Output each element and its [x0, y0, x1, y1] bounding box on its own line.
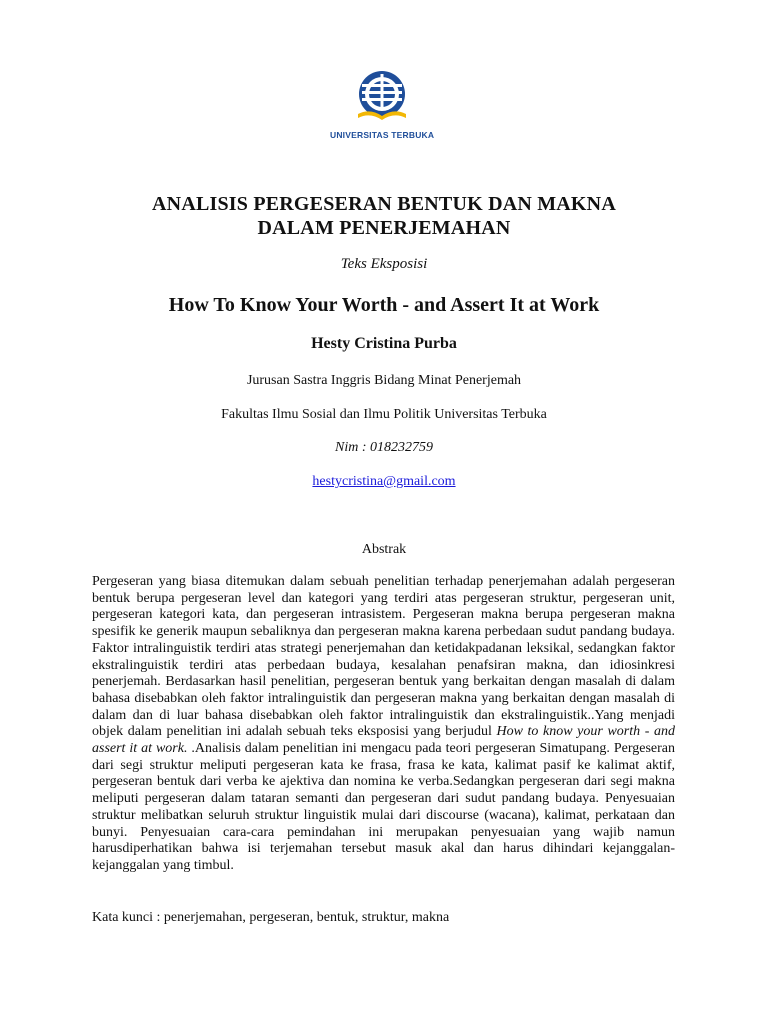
keywords: Kata kunci : penerjemahan, pergeseran, bentuk, struktur, makna	[92, 910, 450, 925]
logo-text: UNIVERSITAS TERBUKA	[330, 130, 435, 140]
student-id: Nim : 018232759	[335, 440, 433, 455]
faculty: Fakultas Ilmu Sosial dan Ilmu Politik Universitas Terbuka	[221, 407, 547, 422]
title-line-2: DALAM PENERJEMAHAN	[257, 217, 511, 239]
source-text-title: How To Know Your Worth - and Assert It at Work	[168, 294, 600, 316]
abstract-heading: Abstrak	[361, 542, 407, 557]
title-line-1: ANALISIS PERGESERAN BENTUK DAN MAKNA	[152, 193, 616, 215]
abstract-italic-title: How to know your worth - and assert it at work.	[92, 724, 675, 757]
universitas-terbuka-logo-icon	[352, 68, 412, 128]
abstract-text-2: .Analisis dalam penelitian ini mengacu pada teori pergeseran Simatupang. Pergeseran dari segi struktur meliputi pergeseran kata ke frasa, frasa ke kata, kalimat pasif ke kalimat aktif, pergeseran bentuk dari verba ke ajektiva dan nomina ke verba.Sedangkan pergeseran dari segi makna meliputi pergeseran dalam tataran semanti dan pergeseran dari sudut pandang budaya. Penyesuaian struktur melibatkan seluruh struktur linguistik mulai dari discourse (wacana), kalimat, perkataan dan bunyi. Penyesuaian cara-cara pemindahan ini merupakan penyesuaian yang wajib namun harusdiperhatikan bahwa isi terjemahan tersebut masuk akal dan harus dihindari kejanggalan-kejanggalan yang timbul.	[92, 741, 675, 873]
university-logo	[330, 68, 434, 138]
email-line	[60, 474, 708, 490]
abstract-text-1: Pergeseran yang biasa ditemukan dalam sebuah penelitian terhadap penerjemahan adalah pergeseran bentuk berupa pergeseran level dan kategori yang terdiri atas pergeseran struktur, pergeseran unit, pergeseran kategori kata, dan pergeseran intrasistem. Pergeseran makna berupa pergeseran makna spesifik ke generik maupun sebaliknya dan pergeseran makna karena perbedaan sudut pandang budaya. Faktor intralinguistik terdiri atas strategi penerjemahan dan ketidakpadanan leksikal, sedangkan faktor ekstralinguistik terdiri atas perbedaan budaya, kesalahan penafsiran makna, dan idiosinkresi penerjemah. Berdasarkan hasil penelitian, pergeseran bentuk yang berkaitan dengan masalah di dalam bahasa disebabkan oleh faktor intralinguistik dan pergeseran makna yang berkaitan dengan masalah di dalam dan di luar bahasa disebabkan oleh faktor intralinguistik dan ekstralinguistik..Yang menjadi objek dalam penelitian ini adalah sebuah teks eksposisi yang berjudul	[92, 574, 675, 740]
author-name: Hesty Cristina Purba	[311, 335, 457, 352]
genre-label: Teks Eksposisi	[340, 256, 428, 272]
document-title	[60, 192, 708, 240]
department: Jurusan Sastra Inggris Bidang Minat Penerjemah	[246, 373, 522, 388]
email-link[interactable]: hestycristina@gmail.com	[312, 474, 456, 489]
abstract-body	[92, 574, 675, 875]
